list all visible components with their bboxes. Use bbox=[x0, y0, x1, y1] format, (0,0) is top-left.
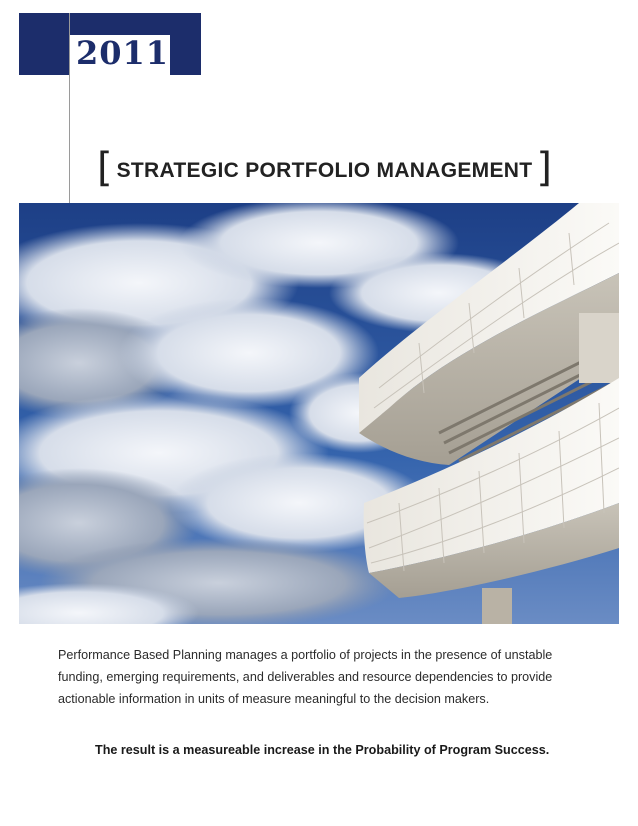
summary-paragraph: Performance Based Planning manages a portfolio of projects in the presence of unstable funding, emerging requirements, and deliverables and resource dependencies to provide actionable information in units of measure meaningful to the decision makers. bbox=[58, 648, 553, 706]
result-tagline: The result is a measureable increase in the Probability of Program Success. bbox=[95, 743, 550, 757]
cover-photo bbox=[19, 203, 619, 624]
title-close-bracket: ] bbox=[536, 145, 552, 191]
building-photo-illustration bbox=[19, 203, 619, 624]
vertical-rule bbox=[69, 13, 70, 203]
title-text: STRATEGIC PORTFOLIO MANAGEMENT bbox=[116, 159, 533, 182]
title-open-bracket: [ bbox=[97, 145, 113, 191]
document-title bbox=[97, 145, 552, 191]
year-label: 2011 bbox=[76, 34, 170, 72]
